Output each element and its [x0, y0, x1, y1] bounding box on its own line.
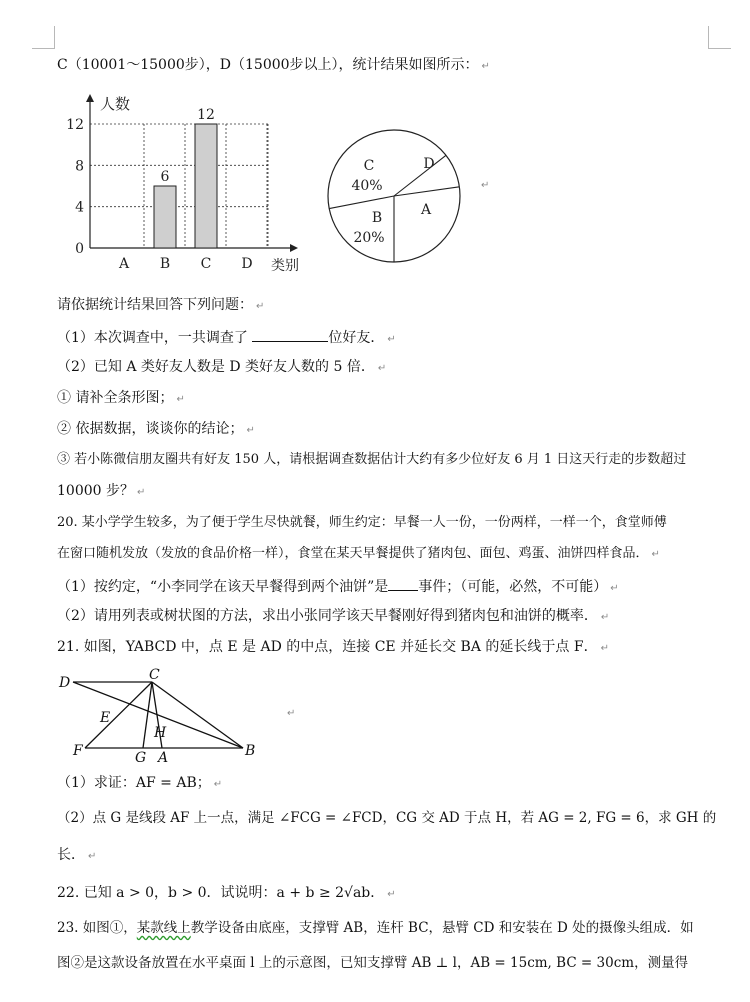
text-line: 22. 已知 a > 0，b > 0．试说明：a + b ≥ 2√ab． ↵ [57, 885, 396, 901]
x-axis-title: 类别 [271, 258, 299, 274]
text-line: 长． ↵ [57, 847, 97, 863]
point-label: H [154, 725, 167, 741]
text-line: ① 请补全条形图； ↵ [57, 390, 185, 406]
point-label: B [245, 743, 256, 759]
pie-slice-label: B [371, 210, 383, 226]
text-line: C（10001～15000步），D（15000步以上），统计结果如图所示： ↵ [57, 57, 490, 73]
bar-value-label: 12 [197, 107, 215, 123]
point-label: A [158, 750, 169, 766]
y-tick-label: 4 [75, 199, 84, 216]
y-tick-label: 8 [75, 158, 84, 175]
text-line: （1）本次调查中，一共调查了 位好友． ↵ [57, 327, 396, 349]
x-tick-label: D [241, 256, 253, 272]
text-line: （2）已知 A 类好友人数是 D 类好友人数的 5 倍． ↵ [57, 359, 387, 375]
text-line: 23. 如图①，某款线上教学设备由底座，支撑臂 AB，连杆 BC，悬臂 CD 和安装在 D 处的摄像头组成．如 [57, 920, 694, 936]
point-label: E [100, 710, 111, 726]
y-axis-title: 人数 [100, 95, 131, 113]
x-tick-label: C [200, 256, 212, 272]
x-tick-label: A [118, 256, 130, 272]
text-line: （2）请用列表或树状图的方法，求出小张同学该天早餐刚好得到猪肉包和油饼的概率． ↵ [57, 608, 610, 624]
text-line: 图②是这款设备放置在水平桌面 l 上的示意图，已知支撑臂 AB ⊥ l，AB = 15cm, BC = 30cm，测量得 [57, 955, 689, 971]
pie-slice-percent: 20% [353, 230, 385, 246]
segment-cg [143, 682, 152, 748]
pie-slice-label: D [423, 156, 435, 172]
y-axis-arrow [86, 94, 94, 102]
bar [195, 124, 217, 248]
text-line: ③ 若小陈微信朋友圈共有好友 150 人，请根据调查数据估计大约有多少位好友 6 月 1 日这天行走的步数超过 [57, 452, 687, 467]
text-line: 在窗口随机发放（发放的食品价格一样），食堂在某天早餐提供了猪肉包、面包、鸡蛋、油饼四样食品． ↵ [57, 546, 660, 561]
answer-blank[interactable] [388, 576, 418, 591]
text-line: ② 依据数据，谈谈你的结论； ↵ [57, 421, 255, 437]
pie-slice-label: C [363, 158, 375, 174]
bar-value-label: 6 [160, 169, 170, 185]
text-line: 10000 步？ ↵ [57, 483, 146, 499]
spellcheck-underline: 某款线上 [136, 920, 191, 936]
y-tick-label: 12 [66, 117, 84, 133]
text-line: 21. 如图，YABCD 中，点 E 是 AD 的中点，连接 CE 并延长交 BA 的延长线于点 F． ↵ [57, 639, 609, 655]
pie-slice-label: A [420, 202, 432, 218]
text-line: （1）按约定，“小李同学在该天早餐得到两个油饼”是 事件；（可能，必然，不可能） ↵ [57, 576, 619, 598]
geometry-figure [55, 666, 275, 766]
return-mark: ↵ [481, 180, 490, 191]
text-line: （2）点 G 是线段 AF 上一点，满足 ∠FCG = ∠FCD，CG 交 AD 于点 H，若 AG = 2, FG = 6，求 GH 的 [57, 810, 717, 826]
crop-mark-top-left [32, 26, 55, 49]
bar [154, 186, 176, 248]
pie-slice-percent: 40% [351, 178, 383, 194]
y-tick-label: 0 [75, 241, 84, 257]
point-label: C [149, 667, 160, 683]
point-label: G [135, 750, 147, 766]
pie-chart [325, 128, 465, 268]
x-tick-label: B [159, 256, 171, 272]
point-label: F [73, 743, 83, 759]
bar-chart [68, 92, 308, 272]
return-mark: ↵ [287, 708, 296, 719]
crop-mark-top-right [708, 26, 731, 49]
segment-cf [85, 682, 152, 748]
point-label: D [59, 675, 71, 691]
x-axis-arrow [290, 244, 298, 252]
answer-blank[interactable] [252, 327, 328, 342]
text-line: 20. 某小学学生较多，为了便于学生尽快就餐，师生约定：早餐一人一份，一份两样，一样一个，食堂师傅 [57, 515, 667, 530]
text-line: 请依据统计结果回答下列问题： ↵ [57, 297, 265, 313]
text-line: （1）求证：AF = AB； ↵ [57, 775, 223, 791]
